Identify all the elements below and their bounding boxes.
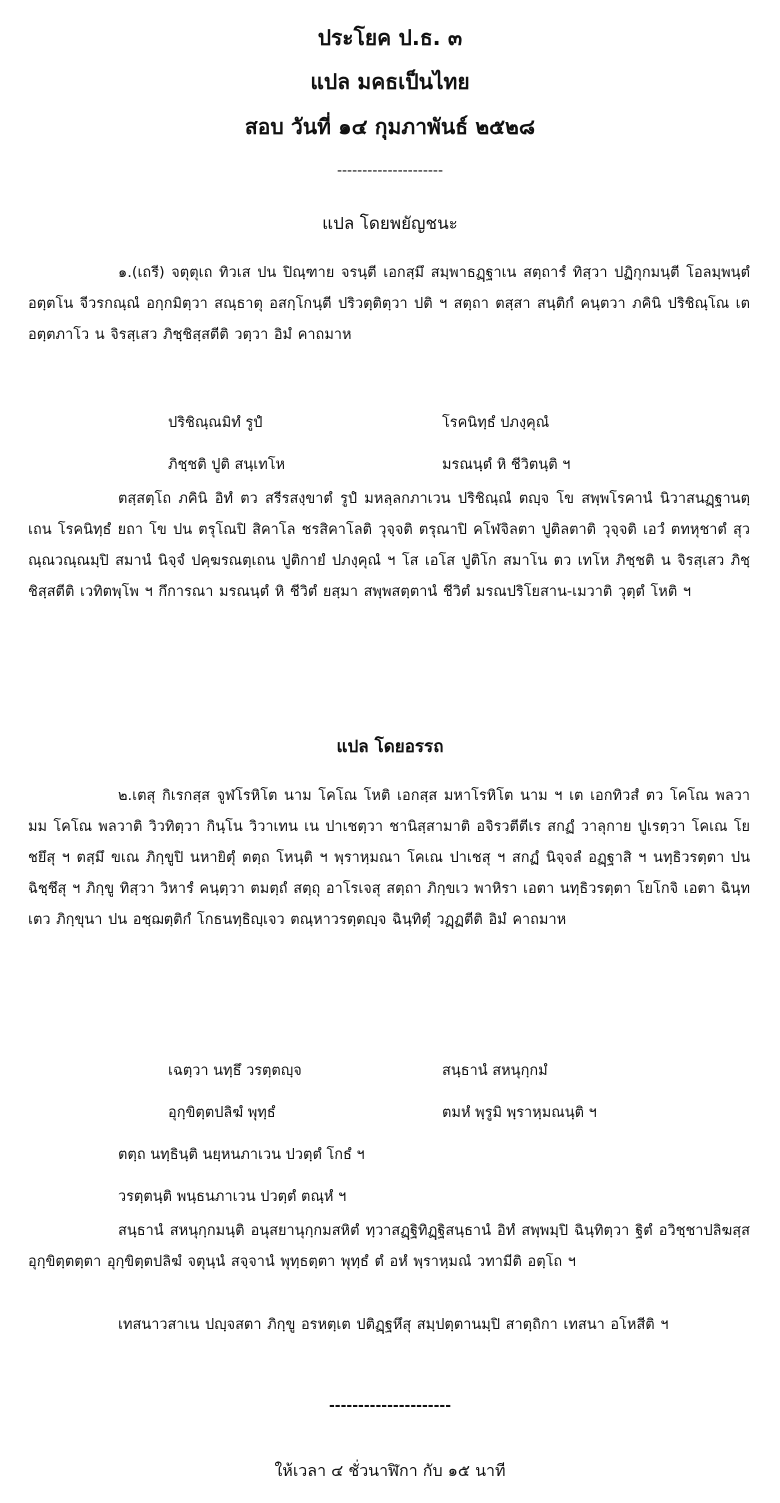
section2-paragraph-2-text: สนฺธานํ สหนุกฺกมนฺติ อนุสยานุกฺกมสหิตํ ทฺวาสฏฺฐิทิฏฺฐิสนฺธานํ อิทํ สพฺพมฺปิ ฉินฺทิตฺวา ฐิตํ อวิชฺชาปลิฆสฺส อุกฺขิตฺตตฺตา อุกฺขิตฺตปลิฆํ จตุนฺนํ สจฺจานํ พุทฺธตฺตา พุทฺธํ ตํ อหํ พฺราหฺมณํ วทามีติ อตฺโถ ฯ (28, 1223, 750, 1270)
verse2-line2-left: อุกฺขิตฺตปลิฆํ พุทฺธํ (168, 1105, 276, 1121)
header-divider: --------------------- (336, 163, 444, 179)
verse1-line1-left: ปริชิณฺณมิทํ รูปํ (168, 415, 263, 431)
verse1-line2-left: ภิชฺชติ ปูติ สนฺเทโห (168, 457, 286, 473)
section1-paragraph-1 (28, 258, 750, 351)
section2-paragraph-3-text: เทสนาวสาเน ปญฺจสตา ภิกฺขู อรหตฺเต ปติฏฺฐหึสุ สมฺปตฺตานมฺปิ สาตฺถิกา เทสนา อโหสีติ ฯ (118, 1317, 669, 1333)
verse2-line1-left: เฉตฺวา นทฺธึ วรตฺตญฺจ (168, 1063, 302, 1079)
verse2-line2-right: ตมหํ พฺรูมิ พฺราหฺมณนฺติ ฯ (442, 1105, 597, 1121)
section1-paragraph-1-text: ๑.(เถรี) จตุตุเถ ทิวเส ปน ปิณฺฑาย จรนฺตี เอกสฺมึ สมฺพาธฏฺฐาเน สตฺถารํ ทิสฺวา ปฏิกุกมนฺตี โอลมฺพนฺตํ อตฺตโน จีวรกณฺณํ อกฺกมิตฺวา สณฺธาตุ อสกฺโกนฺตี ปริวตฺติตฺวา ปติ ฯ สตฺถา ตสฺสา สนฺติกํ คนฺตวา ภคินิ ปริชิณฺโณ เต อตฺตภาโว น จิรสฺเสว ภิชฺชิสฺสตีติ วตฺวา อิมํ คาถมาห (28, 265, 750, 343)
section1-paragraph-2-text: ตสฺสตฺโถ ภคินิ อิทํ ตว สรีรสงฺขาตํ รูปํ มหลฺลกภาเวน ปริชิณฺณํ ตญฺจ โข สพฺพโรคานํ นิวาสนฏฺฐานตฺเถน โรคนิทฺธํ ยถา โข ปน ตรุโณปิ สิคาโล ชรสิคาโลติ วุจฺจติ ตรุณาปิ คโฬจิลตา ปูติลตาติ วุจฺจติ เอวํ ตทหุชาตํ สุวณฺณวณฺณมฺปิ สมานํ นิจฺจํ ปคฺฆรณตฺเถน ปูติกายํ ปภงฺคุณํ ฯ โส เอโส ปูติโก สมาโน ตว เทโห ภิชฺชติ น จิรสฺเสว ภิชฺชิสฺสตีติ เวทิตพฺโพ ฯ กึการณา มรณนฺตํ หิ ชีวิตํ ยสฺมา สพฺพสตฺตานํ ชีวิตํ มรณปริโยสาน-เมวาติ วุตฺตํ โหติ ฯ (28, 491, 750, 600)
verse2-line1-right: สนฺธานํ สหนุกฺกมํ (442, 1063, 548, 1079)
exam-date: สอบ วันที่ ๑๔ กุมภาพันธ์ ๒๕๒๘ (244, 115, 536, 139)
verse1-line2-right: มรณนฺตํ หิ ชีวิตนฺติ ฯ (442, 457, 571, 473)
exam-subject: แปล มคธเป็นไทย (310, 70, 470, 94)
section2-paragraph-3 (28, 1310, 750, 1341)
footer-divider: --------------------- (328, 1398, 452, 1414)
section2-paragraph-1 (28, 781, 750, 936)
section2-paragraph-2 (28, 1216, 750, 1278)
section1-paragraph-2 (28, 484, 750, 608)
commentary-line-2: วรตฺตนฺติ พนฺธนภาเวน ปวตฺตํ ตณฺหํ ฯ (118, 1189, 347, 1205)
commentary-line-1: ตตฺถ นทฺธินฺติ นยฺหนภาเวน ปวตฺตํ โกธํ ฯ (118, 1147, 365, 1163)
exam-level-title: ประโยค ป.ธ. ๓ (317, 26, 463, 50)
time-allowed: ให้เวลา ๔ ชั่วนาฬิกา กับ ๑๕ นาที (274, 1461, 506, 1480)
section2-paragraph-1-text: ๒.เตสุ กิเรกสฺส จูฬโรหิโต นาม โคโณ โหติ เอกสฺส มหาโรหิโต นาม ฯ เต เอกทิวสํ ตว โคโณ พลวา มม โคโณ พลวาติ วิวทิตฺวา กินฺโน วิวาเทน เน ปาเชตฺวา ชานิสฺสามาติ อจิรวตีตีเร สกฏํ วาลุกาย ปูเรตฺวา โคเณ โยชยึสุ ฯ ตสฺมึ ขเณ ภิกฺขูปิ นหายิตุํ ตตฺถ โหนฺติ ฯ พฺราหฺมณา โคเณ ปาเชสุ ฯ สกฏํ นิจฺจลํ อฏฺฐาสิ ฯ นทฺธิวรตฺตา ปน ฉิชฺชึสุ ฯ ภิกฺขู ทิสฺวา วิหารํ คนฺตฺวา ตมตฺถํ สตฺถุ อาโรเจสุ สตฺถา ภิกฺขเว พาหิรา เอตา นทฺธิวรตฺตา โยโกจิ เอตา ฉินฺทเตว ภิกฺขุนา ปน อชฺฌตฺติกํ โกธนทฺธิญฺเจว ตณฺหาวรตฺตญฺจ ฉินฺทิตุํ วฏฺฏตีติ อิมํ คาถมาห (28, 788, 750, 928)
section-title-meaning: แปล โดยอรรถ (336, 737, 444, 757)
section-title-literal: แปล โดยพยัญชนะ (322, 214, 458, 234)
verse1-line1-right: โรคนิทฺธํ ปภงฺคุณํ (442, 415, 550, 431)
